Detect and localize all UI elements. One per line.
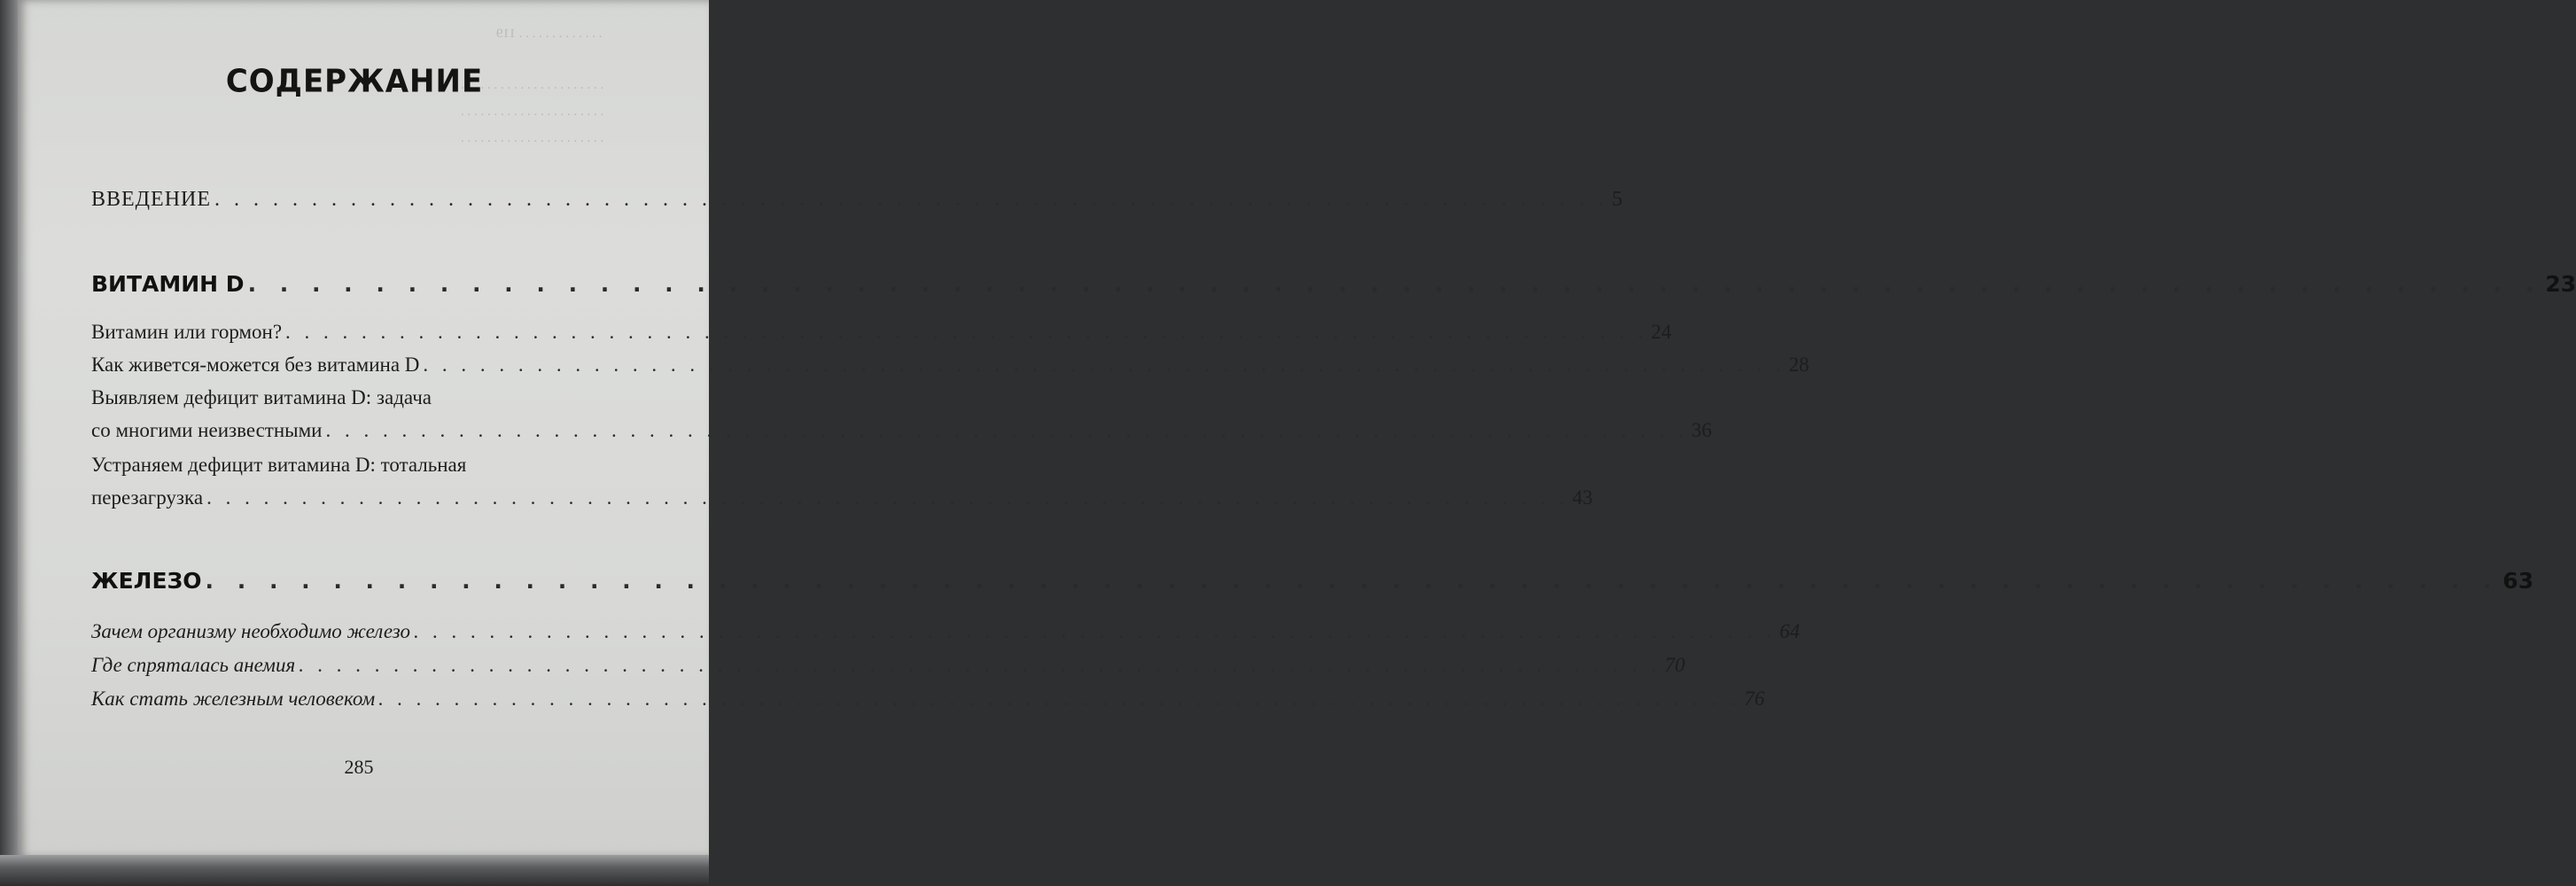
- toc-entry-page: 76: [1744, 688, 1765, 710]
- toc-section-heading: [91, 271, 2576, 297]
- toc-entry-label: Как стать железным человеком: [91, 688, 376, 710]
- section-title: ЖЕЛЕЗО: [91, 568, 202, 594]
- toc-entry-label: Зачем организму необходимо железо: [91, 620, 410, 642]
- toc-entry: [91, 321, 1672, 344]
- section-page: 63: [2502, 568, 2534, 594]
- leader-dots: . . . . . . . . . . . . . . . . . . . . . . . . . . . . . . . . . . . . . . . . . . . . . . . . . . . . . . . . . . . . . . . . . . . . . . . .: [423, 354, 1786, 376]
- leader-dots: . . . . . . . . . . . . . . . . . . . . . . . . . . . . . . . . . . . . . . . . . . . . . . . . . . . . . . . . . . . . . . . . . . . . . . . .: [378, 688, 1741, 710]
- section-page: 23: [2545, 271, 2576, 297]
- toc-entry: [91, 354, 1809, 377]
- leader-dots: . . . . . . . . . . . . . . . . . . . . . . . . . . . . . . . . . . . . . . . . . . . . . . . . . . . . . . . . . . . . . . . . . . . . . . . .: [206, 486, 1569, 509]
- show-through-text: . . . . . . . . . . . . . . . . . . . . . .: [461, 131, 604, 145]
- toc-entry-label: Витамин или гормон?: [91, 321, 283, 343]
- toc-entry: [91, 620, 1801, 643]
- leader-dots: . . . . . . . . . . . . . . . . . . . . . . . . . . . . . . . . . . . . . . . . . . . . . . . . . . . . . . . . . . . . . . . . . . . . . . . .: [325, 419, 1688, 441]
- toc-entry: [91, 486, 1593, 509]
- toc-section-heading: [91, 568, 2534, 594]
- toc-entry-page: 70: [1664, 654, 1685, 676]
- toc-entry-label: перезагрузка: [91, 486, 204, 509]
- toc-entry-intro: [91, 188, 1624, 212]
- toc-entry-label: Как живется-можется без витамина D: [91, 354, 420, 376]
- toc-entry-page: 64: [1779, 620, 1801, 642]
- toc-entry-page: 36: [1691, 419, 1712, 441]
- leader-dots: . . . . . . . . . . . . . . . . . . . . . . . . . . . . . . . . . . . . . . . . . . . . . . . . . . . . . . . . . . . . . . . . . . . . . . . .: [299, 654, 1662, 676]
- toc-entry: [91, 419, 1712, 442]
- toc-entry: [91, 654, 1685, 677]
- toc-entry-first-line: Устраняем дефицит витамина D: тотальная: [91, 454, 467, 476]
- leader-dots: . . . . . . . . . . . . . . . . . . . . . . . . . . . . . . . . . . . . . . . . . . . . . . . . . . . . . . . . . . . . . . . . . . . . . . . .: [285, 321, 1648, 343]
- toc-entry-page: 24: [1651, 321, 1672, 343]
- toc-entry-page: 28: [1788, 354, 1809, 376]
- toc-entry: [91, 688, 1765, 711]
- leader-dots: . . . . . . . . . . . . . . . . . . . . . . . . . . . . . . . . . . . . . . . . . . . . . . . . . . . . . . . . . . . . . . . . . . . . . . . .: [205, 568, 2500, 594]
- toc-entry-page: 43: [1572, 486, 1593, 509]
- leader-dots: . . . . . . . . . . . . . . . . . . . . . . . . . . . . . . . . . . . . . . . . . . . . . . . . . . . . . . . . . . . . . . . . . . . . . . . .: [413, 620, 1777, 642]
- toc-title: СОДЕРЖАНИЕ: [225, 63, 484, 100]
- page-edge: [0, 855, 709, 886]
- section-title: ВИТАМИН D: [91, 271, 245, 297]
- toc-entry-page: 5: [1612, 188, 1624, 211]
- toc-entry-label: Где спряталась анемия: [91, 654, 296, 676]
- page-number: 285: [344, 756, 374, 778]
- toc-entry-label: ВВЕДЕНИЕ: [91, 188, 212, 211]
- toc-entry-label: со многими неизвестными: [91, 419, 323, 441]
- show-through-text: . . . . . . . . . . . . . . . . . . . . . .: [461, 105, 604, 119]
- toc-entry-first-line: Выявляем дефицит витамина D: задача: [91, 386, 432, 408]
- show-through-text: . . . . . . . . . . . . . 119: [496, 27, 603, 41]
- leader-dots: . . . . . . . . . . . . . . . . . . . . . . . . . . . . . . . . . . . . . . . . . . . . . . . . . . . . . . . . . . . . . . . . . . . . . . . .: [247, 271, 2542, 297]
- show-through-text: . . . . . . . . . . . . . . . . . . . . . .: [461, 78, 604, 92]
- leader-dots: . . . . . . . . . . . . . . . . . . . . . . . . . . . . . . . . . . . . . . . . . . . . . . . . . . . . . . . . . . . . . . . . . . . . . . . .: [214, 188, 1609, 211]
